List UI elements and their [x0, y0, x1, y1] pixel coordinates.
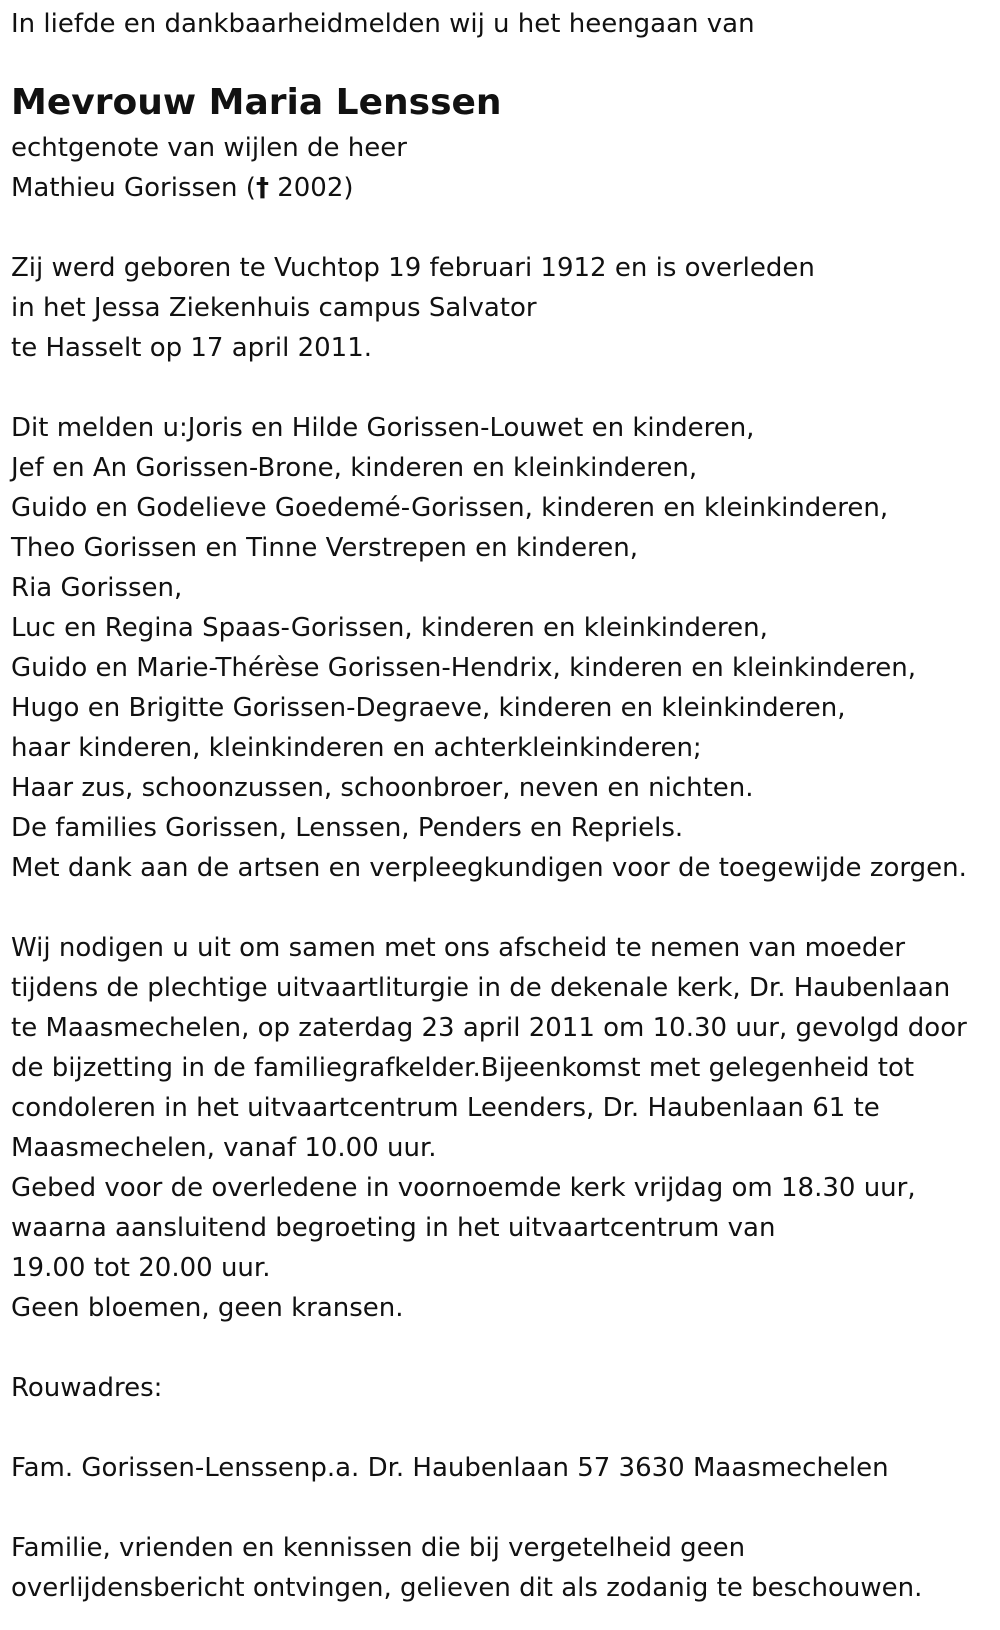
family-line: Luc en Regina Spaas-Gorissen, kinderen en kleinkinderen,: [11, 613, 768, 643]
spouse-line: echtgenote van wijlen de heer: [11, 133, 407, 163]
spacer: [11, 368, 996, 408]
deceased-name: Mevrouw Maria Lenssen: [11, 82, 502, 123]
birth-death-line: in het Jessa Ziekenhuis campus Salvator: [11, 293, 537, 323]
rouwadres-label: Rouwadres:: [11, 1373, 163, 1403]
invitation-line: 19.00 tot 20.00 uur.: [11, 1253, 271, 1283]
family-line: Guido en Godelieve Goedemé-Gorissen, kinderen en kleinkinderen,: [11, 493, 889, 523]
invitation-line: tijdens de plechtige uitvaartliturgie in de dekenale kerk, Dr. Haubenlaan: [11, 973, 951, 1003]
family-line: Jef en An Gorissen-Brone, kinderen en kleinkinderen,: [11, 453, 698, 483]
birth-death-section: [11, 248, 996, 368]
closing-line: Familie, vrienden en kennissen die bij vergetelheid geen: [11, 1533, 746, 1563]
spouse-death-year: 2002): [268, 173, 354, 203]
invitation-line: te Maasmechelen, op zaterdag 23 april 2011 om 10.30 uur, gevolgd door: [11, 1013, 967, 1043]
invitation-line: condoleren in het uitvaartcentrum Leenders, Dr. Haubenlaan 61 te: [11, 1093, 880, 1123]
invitation-line: de bijzetting in de familiegrafkelder.Bijeenkomst met gelegenheid tot: [11, 1053, 915, 1083]
spacer: [11, 208, 996, 248]
family-line: Guido en Marie-Thérèse Gorissen-Hendrix, kinderen en kleinkinderen,: [11, 653, 917, 683]
invitation-section: [11, 928, 996, 1328]
spouse-name: Mathieu Gorissen (: [11, 173, 256, 203]
spacer: [11, 1408, 996, 1448]
spouse-name-line: [11, 168, 996, 208]
invitation-line: Maasmechelen, vanaf 10.00 uur.: [11, 1133, 437, 1163]
invitation-line: Wij nodigen u uit om samen met ons afscheid te nemen van moeder: [11, 933, 906, 963]
spacer: [11, 888, 996, 928]
invitation-line: waarna aansluitend begroeting in het uitvaartcentrum van: [11, 1213, 776, 1243]
spacer: [11, 1488, 996, 1528]
family-line: Theo Gorissen en Tinne Verstrepen en kinderen,: [11, 533, 638, 563]
spacer: [11, 1328, 996, 1368]
birth-death-line: Zij werd geboren te Vuchtop 19 februari 1912 en is overleden: [11, 253, 815, 283]
invitation-line: Geen bloemen, geen kransen.: [11, 1293, 404, 1323]
obituary-notice: [11, 4, 996, 1608]
family-line: Dit melden u:Joris en Hilde Gorissen-Louwet en kinderen,: [11, 413, 755, 443]
cross-icon: †: [255, 173, 269, 203]
closing-line: overlijdensbericht ontvingen, gelieven dit als zodanig te beschouwen.: [11, 1573, 923, 1603]
rouwadres-address: Fam. Gorissen-Lenssenp.a. Dr. Haubenlaan 57 3630 Maasmechelen: [11, 1453, 889, 1483]
birth-death-line: te Hasselt op 17 april 2011.: [11, 333, 373, 363]
family-line: Hugo en Brigitte Gorissen-Degraeve, kinderen en kleinkinderen,: [11, 693, 846, 723]
family-line: Met dank aan de artsen en verpleegkundigen voor de toegewijde zorgen.: [11, 853, 967, 883]
family-line: Haar zus, schoonzussen, schoonbroer, neven en nichten.: [11, 773, 754, 803]
family-line: Ria Gorissen,: [11, 573, 183, 603]
family-line: haar kinderen, kleinkinderen en achterkleinkinderen;: [11, 733, 702, 763]
intro-line: In liefde en dankbaarheidmelden wij u het heengaan van: [11, 9, 755, 39]
family-section: [11, 408, 996, 888]
family-line: De families Gorissen, Lenssen, Penders en Repriels.: [11, 813, 684, 843]
invitation-line: Gebed voor de overledene in voornoemde kerk vrijdag om 18.30 uur,: [11, 1173, 916, 1203]
closing-section: [11, 1528, 996, 1608]
